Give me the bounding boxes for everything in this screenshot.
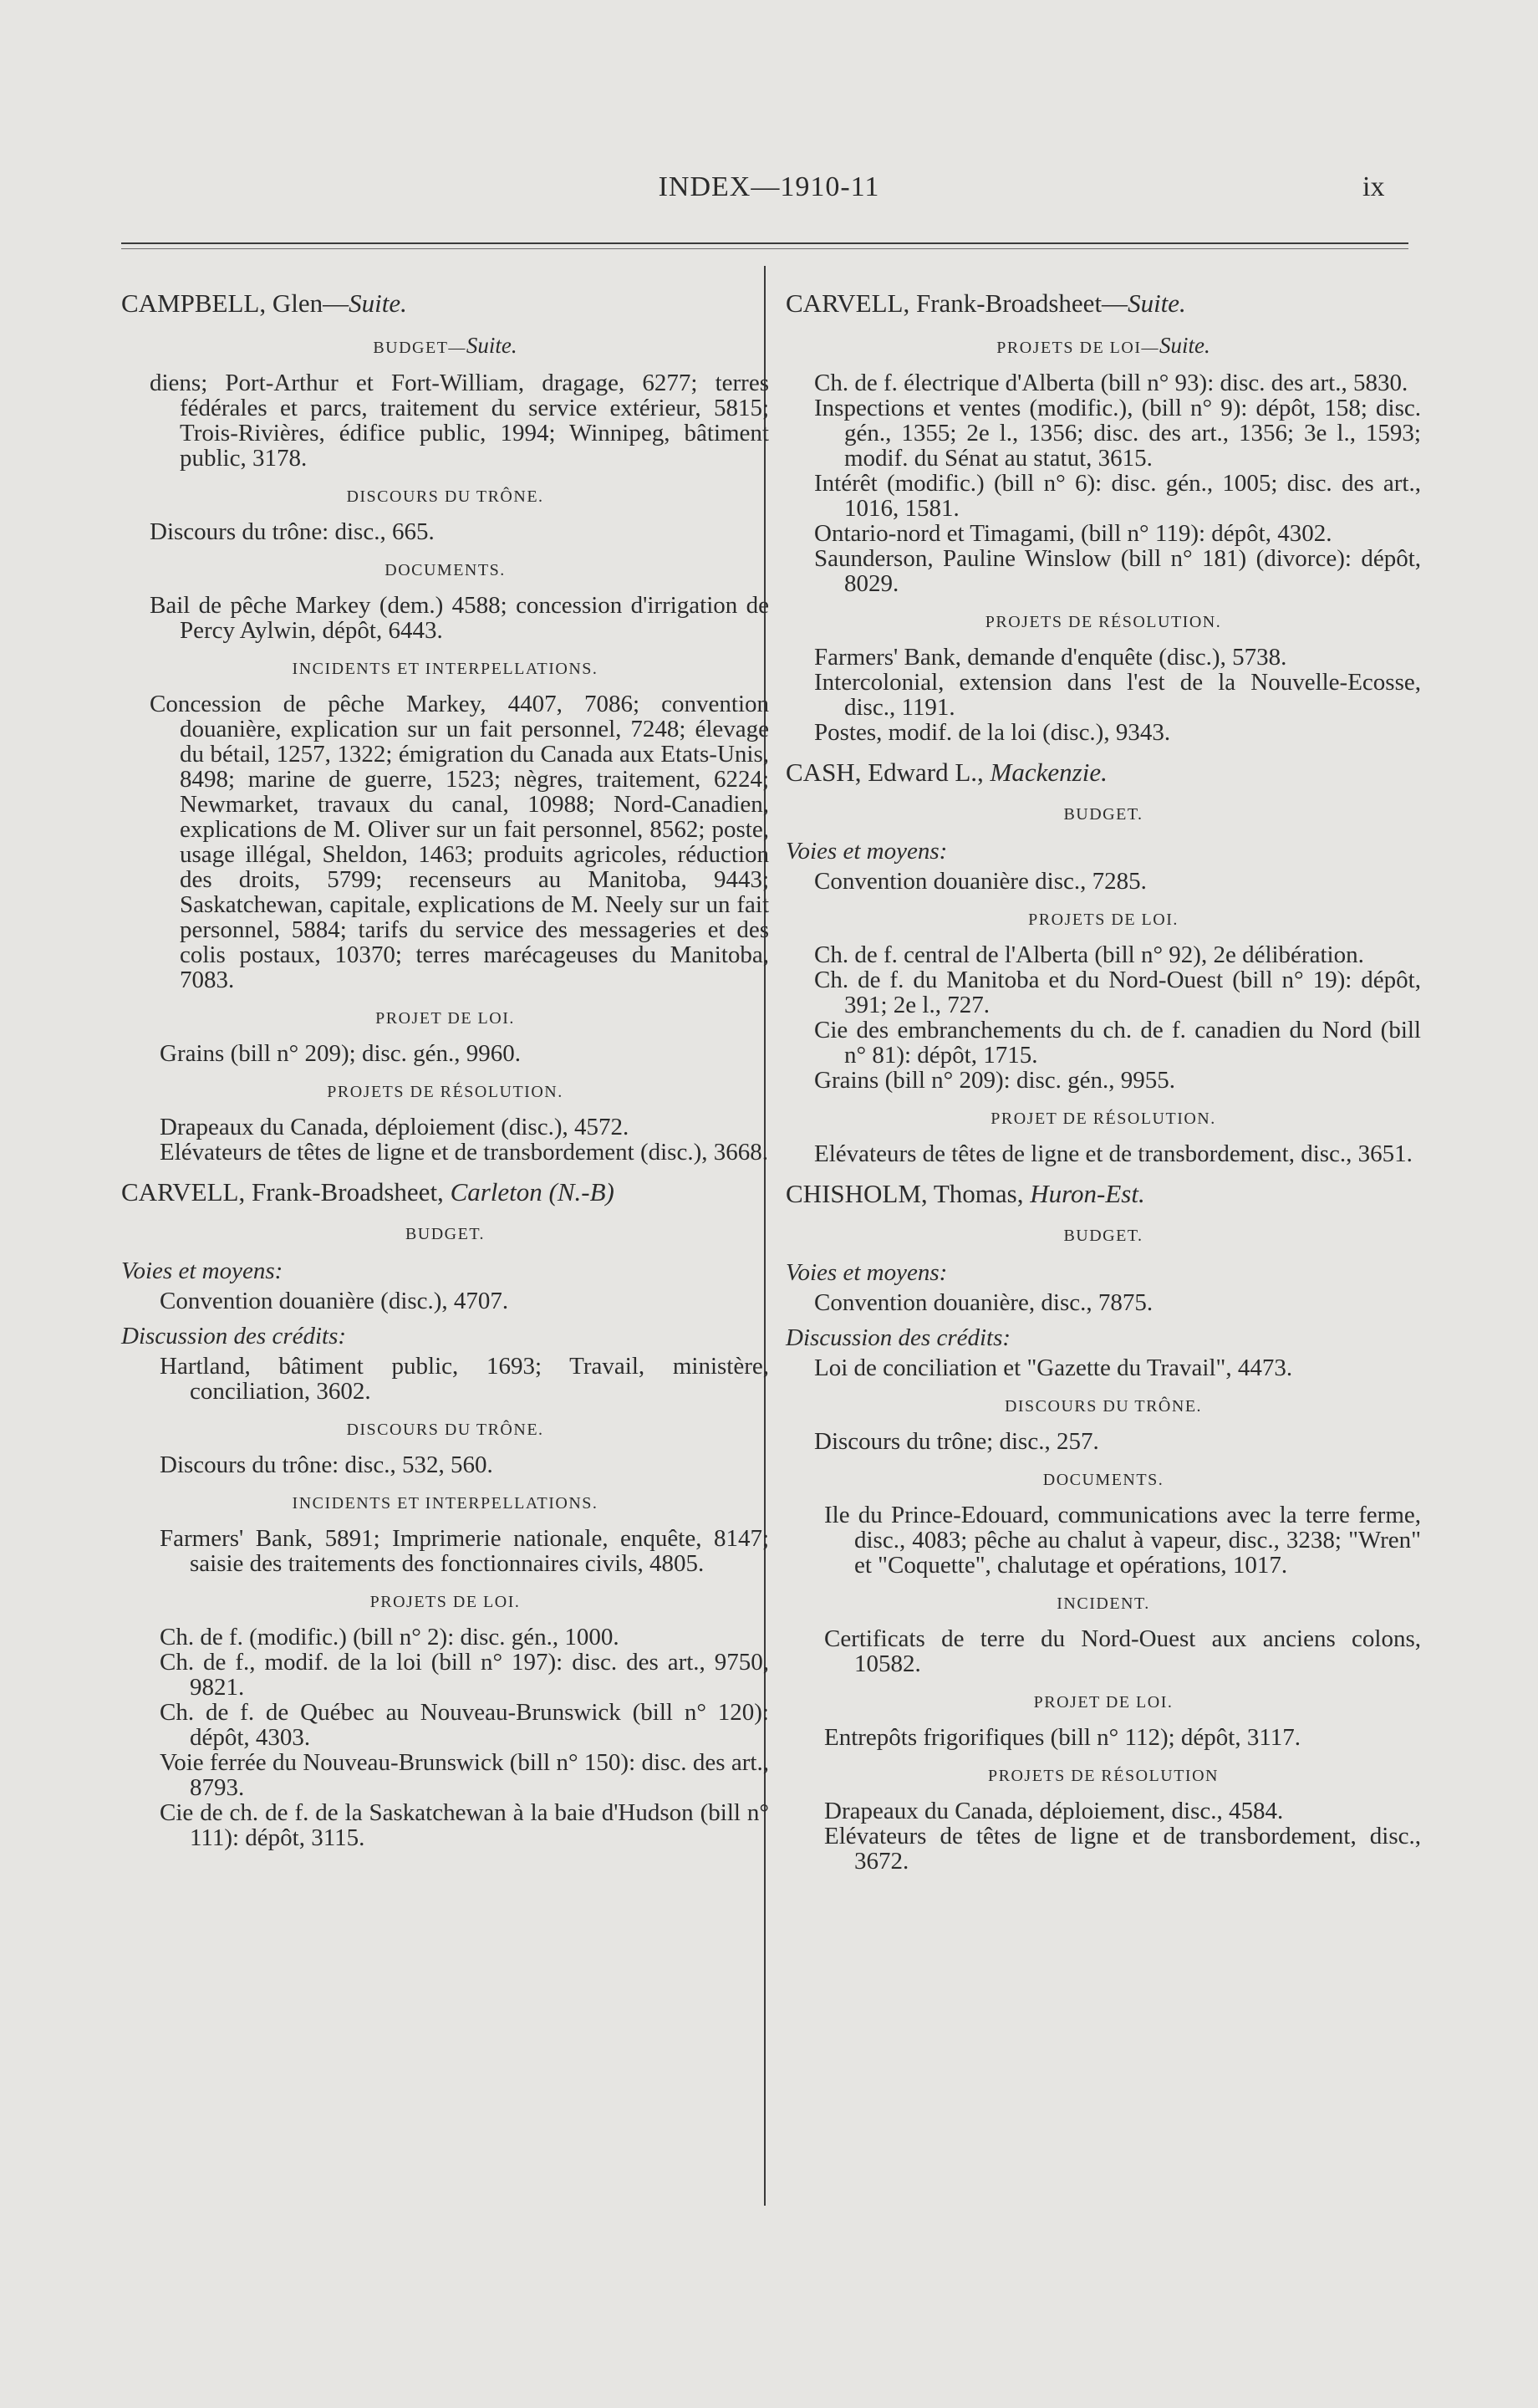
incidents-text: Farmers' Bank, 5891; Imprimerie nationale, enquête, 8147; saisie des traitements des fonctionnaires civils, 4805. — [160, 1525, 769, 1577]
resolution-text: Elévateurs de têtes de ligne et de transbordement, disc., 3651. — [814, 1140, 1413, 1167]
list-item: Inspections et ventes (modific.), (bill n° 9): dépôt, 158; disc. gén., 1355; 2e l., 1356; disc. des art., 1356; 3e l., 1593; modif. du Sénat au statut, 3615. — [814, 395, 1421, 472]
section-heading-documents: DOCUMENTS. — [1042, 1471, 1164, 1489]
section-heading-incidents: INCIDENTS ET INTERPELLATIONS. — [292, 1494, 598, 1513]
list-item: Grains (bill n° 209): disc. gén., 9955. — [814, 1067, 1176, 1094]
voies-text: Convention douanière disc., 7285. — [814, 868, 1147, 895]
section-heading-projets-de-loi: PROJETS DE LOI. — [1028, 911, 1179, 929]
subheading-voies: Voies et moyens: — [786, 1259, 948, 1286]
discussion-text: Hartland, bâtiment public, 1693; Travail, ministère, conciliation, 3602. — [160, 1353, 769, 1405]
list-item: Postes, modif. de la loi (disc.), 9343. — [814, 719, 1171, 746]
list-item: Farmers' Bank, demande d'enquête (disc.), 5738. — [814, 644, 1287, 671]
list-item: Cie des embranchements du ch. de f. canadien du Nord (bill n° 81): dépôt, 1715. — [814, 1017, 1421, 1069]
subheading-discussion: Discussion des crédits: — [121, 1323, 347, 1349]
subheading-voies: Voies et moyens: — [786, 838, 948, 865]
entry-name-carvell-suite: CARVELL, Frank-Broadsheet—Suite. — [786, 288, 1186, 318]
incidents-text: Concession de pêche Markey, 4407, 7086; convention douanière, explication sur un fait personnel, 7248; élevage du bétail, 1257, 1322; émigration du Canada aux Etats-Unis, 8498; marine de guerre, 1523; nègres, traitement, 6224; Newmarket, travaux du canal, 10988; Nord-Canadien, explications de M. Oliver sur un fait personnel, 8562; poste, usage illégal, Sheldon, 1463; produits agricoles, réduction des droits, 5799; recenseurs au Manitoba, 9443; Saskatchewan, capitale, explications de M. Neely sur un fait personnel, 5884; tarifs du service des messageries et des colis postaux, 10370; terres marécageuses du Manitoba, 7083. — [150, 691, 769, 993]
list-item: Intérêt (modific.) (bill n° 6): disc. gén., 1005; disc. des art., 1016, 1581. — [814, 470, 1421, 522]
header-rule — [121, 242, 1408, 244]
entry-name-carvell: CARVELL, Frank-Broadsheet, Carleton (N.-B) — [121, 1177, 614, 1207]
list-item: Ontario-nord et Timagami, (bill n° 119): dépôt, 4302. — [814, 520, 1332, 547]
list-item: Ch. de f. électrique d'Alberta (bill n° 93): disc. des art., 5830. — [814, 370, 1408, 396]
section-heading-projet-de-loi: PROJET DE LOI. — [375, 1009, 515, 1028]
list-item: Elévateurs de têtes de ligne et de transbordement (disc.), 3668. — [160, 1139, 768, 1166]
list-item: Cie de ch. de f. de la Saskatchewan à la baie d'Hudson (bill n° 111): dépôt, 3115. — [160, 1799, 769, 1851]
section-heading-resolution: PROJETS DE RÉSOLUTION. — [327, 1083, 563, 1101]
section-heading-budget: BUDGET—Suite. — [373, 333, 517, 358]
page-title: INDEX—1910-11 — [658, 171, 880, 202]
list-item: Ch. de f., modif. de la loi (bill n° 197): disc. des art., 9750, 9821. — [160, 1649, 769, 1701]
list-item: Ch. de f. central de l'Alberta (bill n° 92), 2e délibération. — [814, 941, 1364, 968]
section-heading-resolution: PROJETS DE RÉSOLUTION. — [985, 613, 1222, 631]
list-item: Saunderson, Pauline Winslow (bill n° 181) (divorce): dépôt, 8029. — [814, 545, 1421, 597]
header-rule-thin — [121, 248, 1408, 249]
budget-text: diens; Port-Arthur et Fort-William, dragage, 6277; terres fédérales et parcs, traitement du service extérieur, 5815; Trois-Rivières, édifice public, 1994; Winnipeg, bâtiment public, 3178. — [150, 370, 769, 472]
projet-text: Entrepôts frigorifiques (bill n° 112); dépôt, 3117. — [824, 1724, 1301, 1751]
section-heading-projets-de-loi: PROJETS DE LOI. — [369, 1593, 521, 1611]
section-heading-incident: INCIDENT. — [1057, 1594, 1150, 1613]
entry-name-chisholm: CHISHOLM, Thomas, Huron-Est. — [786, 1179, 1145, 1208]
section-heading-projet-de-loi: PROJET DE LOI. — [1033, 1693, 1174, 1712]
section-heading-projets-de-loi: PROJETS DE LOI—Suite. — [996, 333, 1210, 358]
entry-name-cash: CASH, Edward L., Mackenzie. — [786, 758, 1108, 787]
voies-text: Convention douanière (disc.), 4707. — [160, 1288, 509, 1314]
entry-name-campbell: CAMPBELL, Glen—Suite. — [121, 288, 407, 318]
list-item: Ch. de f. du Manitoba et du Nord-Ouest (bill n° 19): dépôt, 391; 2e l., 727. — [814, 967, 1421, 1018]
list-item: Drapeaux du Canada, déploiement (disc.), 4572. — [160, 1114, 629, 1140]
section-heading-budget: BUDGET. — [1063, 805, 1143, 824]
list-item: Voie ferrée du Nouveau-Brunswick (bill n° 150): disc. des art., 8793. — [160, 1749, 769, 1801]
subheading-voies: Voies et moyens: — [121, 1258, 283, 1284]
documents-text: Ile du Prince-Edouard, communications avec la terre ferme, disc., 4083; pêche au chalut à vapeur, disc., 3238; "Wren" et "Coquette", chalutage et opérations, 1017. — [824, 1502, 1421, 1579]
section-heading-incidents: INCIDENTS ET INTERPELLATIONS. — [292, 660, 598, 678]
section-heading-discours: DISCOURS DU TRÔNE. — [1004, 1397, 1203, 1416]
page-number: ix — [1362, 171, 1385, 202]
list-item: Ch. de f. de Québec au Nouveau-Brunswick (bill n° 120): dépôt, 4303. — [160, 1699, 769, 1751]
right-column — [786, 276, 1421, 1874]
list-item: Drapeaux du Canada, déploiement, disc., 4584. — [824, 1798, 1284, 1824]
left-column — [121, 276, 769, 1850]
documents-text: Bail de pêche Markey (dem.) 4588; concession d'irrigation de Percy Aylwin, dépôt, 6443. — [150, 592, 769, 644]
projet-text: Grains (bill n° 209); disc. gén., 9960. — [160, 1040, 522, 1067]
incident-text: Certificats de terre du Nord-Ouest aux anciens colons, 10582. — [824, 1625, 1421, 1677]
section-heading-documents: DOCUMENTS. — [384, 561, 506, 579]
discussion-text: Loi de conciliation et "Gazette du Travail", 4473. — [814, 1354, 1293, 1381]
list-item: Intercolonial, extension dans l'est de la Nouvelle-Ecosse, disc., 1191. — [814, 669, 1421, 721]
discours-text: Discours du trône: disc., 665. — [150, 518, 435, 545]
voies-text: Convention douanière, disc., 7875. — [814, 1289, 1154, 1316]
list-item: Elévateurs de têtes de ligne et de transbordement, disc., 3672. — [824, 1823, 1421, 1875]
discours-text: Discours du trône: disc., 532, 560. — [160, 1451, 493, 1478]
section-heading-resolution: PROJET DE RÉSOLUTION. — [991, 1110, 1216, 1128]
section-heading-discours: DISCOURS DU TRÔNE. — [346, 487, 544, 506]
section-heading-resolution: PROJETS DE RÉSOLUTION — [988, 1767, 1219, 1785]
discours-text: Discours du trône; disc., 257. — [814, 1428, 1099, 1455]
list-item: Ch. de f. (modific.) (bill n° 2): disc. gén., 1000. — [160, 1624, 619, 1650]
section-heading-discours: DISCOURS DU TRÔNE. — [346, 1421, 544, 1439]
subheading-discussion: Discussion des crédits: — [786, 1324, 1011, 1351]
section-heading-budget: BUDGET. — [405, 1225, 486, 1243]
section-heading-budget: BUDGET. — [1063, 1227, 1143, 1245]
